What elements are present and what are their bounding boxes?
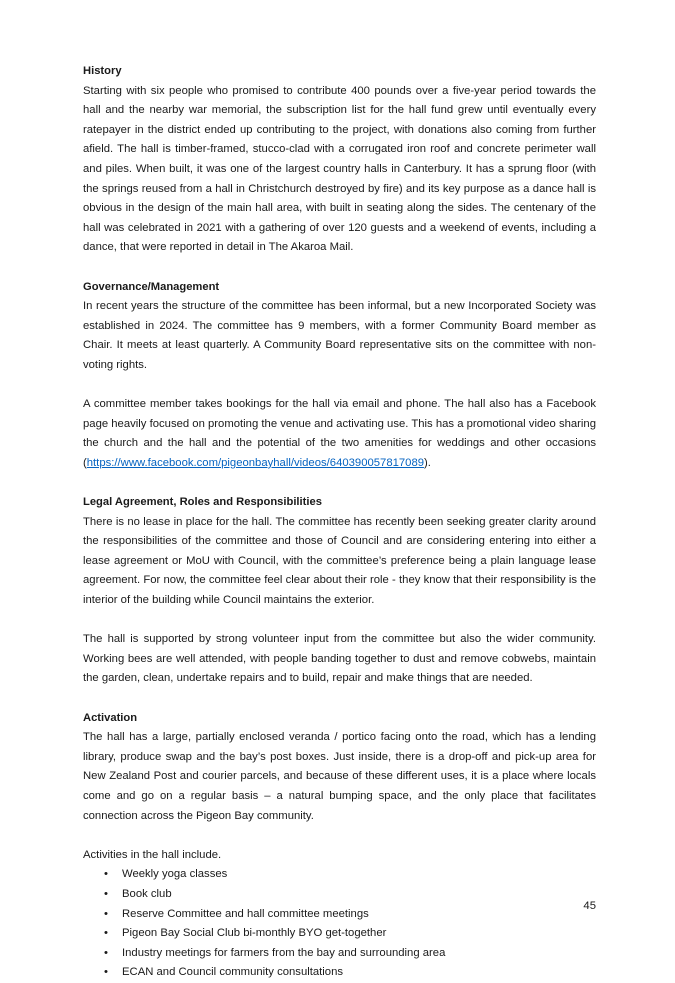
paragraph-spacer [83,376,596,396]
section-heading-governance: Governance/Management [83,280,220,293]
list-intro-text: Activities in the hall include. [83,848,222,861]
list-item [83,865,596,885]
activities-list [83,865,596,983]
paragraph-spacer [83,826,596,846]
list-item-label: Reserve Committee and hall committee meetings [122,907,369,920]
list-item [83,963,596,983]
section-heading-activation: Activation [83,711,138,724]
page-number: 45 [583,900,596,912]
paragraph-legal-1: There is no lease in place for the hall. The committee has recently been seeking greater clarity around the responsibilities of the committee and those of Council and are considering entering into either a lease agreement or MoU with Council, with the committee’s preference being a plain language lease agreement. For now, the committee feel clear about their role - they know that their responsibility is the interior of the building while Council maintains the exterior. [83,515,596,607]
paragraph-governance-2-text: A committee member takes bookings for the hall via email and phone. The hall also has a Facebook page heavily focused on promoting the venue and activating use. This has a promotional video sharing the church and the hall and the potential of the two amenities for weddings and other occasions [83,398,596,450]
bullet-icon: • [104,966,108,979]
list-item [83,944,596,964]
paragraph-governance-1: In recent years the structure of the committee has been informal, but a new Incorporated Society was established in 2024. The committee has 9 members, with a former Community Board member as Chair. It meets at least quarterly. A Community Board representative sits on the committee with non-voting rights. [83,300,596,371]
section-heading-legal-agreement: Legal Agreement, Roles and Responsibilities [83,496,322,509]
paragraph-activation-1: The hall has a large, partially enclosed veranda / portico facing onto the road, which has a lending library, produce swap and the bay’s post boxes. Just inside, there is a drop-off and pick-up area for New Zealand Post and courier parcels, and because of these different uses, it is a place where locals come and go on a regular basis – a natural bumping space, and the only place that facilitates connection across the Pigeon Bay community. [83,731,596,822]
facebook-video-link[interactable]: https://www.facebook.com/pigeonbayhall/videos/640390057817089 [86,456,425,469]
link-paren-close: ). [424,456,431,469]
paragraph-spacer [83,258,596,278]
paragraph-spacer [83,473,596,493]
paragraph-history-1: Starting with six people who promised to contribute 400 pounds over a five-year period towards the hall and the nearby war memorial, the subscription list for the hall fund grew until eventually every ratepayer in the district ended up contributing to the project, with donations also coming from further afield. The hall is timber-framed, stucco-clad with a corrugated iron roof and concrete perimeter wall and piles. When built, it was one of the largest country halls in Canterbury. It has a sprung floor (with the springs reused from a hall in Christchurch destroyed by fire) and its key purpose as a dance hall is obvious in the design of the main hall area, with built in seating along the sides. The centenary of the hall was celebrated in 2021 with a gathering of over 120 guests and a weekend of events, including a dance, that were reported in detail in The Akaroa Mail. [83,84,596,254]
list-item-label: ECAN and Council community consultations [122,966,344,979]
bullet-icon: • [104,946,108,959]
section-heading-history: History [83,65,122,77]
paragraph-legal-2: The hall is supported by strong volunteer input from the committee but also the wider community. Working bees are well attended, with people banding together to dust and remove cobwebs, maintain the garden, clean, undertake repairs and to build, repair and make things that are needed. [83,633,596,685]
paragraph-governance-2 [83,395,596,473]
paragraph-spacer [83,689,596,709]
bullet-icon: • [104,907,108,920]
bullet-icon: • [104,868,108,881]
document-body [83,62,596,983]
list-item-label: Industry meetings for farmers from the bay and surrounding area [122,946,446,959]
list-item-label: Weekly yoga classes [122,868,228,881]
list-item [83,924,596,944]
list-item-label: Pigeon Bay Social Club bi-monthly BYO get-together [122,927,387,940]
link-paren-open: ( [83,456,87,469]
bullet-icon: • [104,887,108,900]
paragraph-spacer [83,611,596,631]
list-item-label: Book club [122,887,172,900]
bullet-icon: • [104,927,108,940]
